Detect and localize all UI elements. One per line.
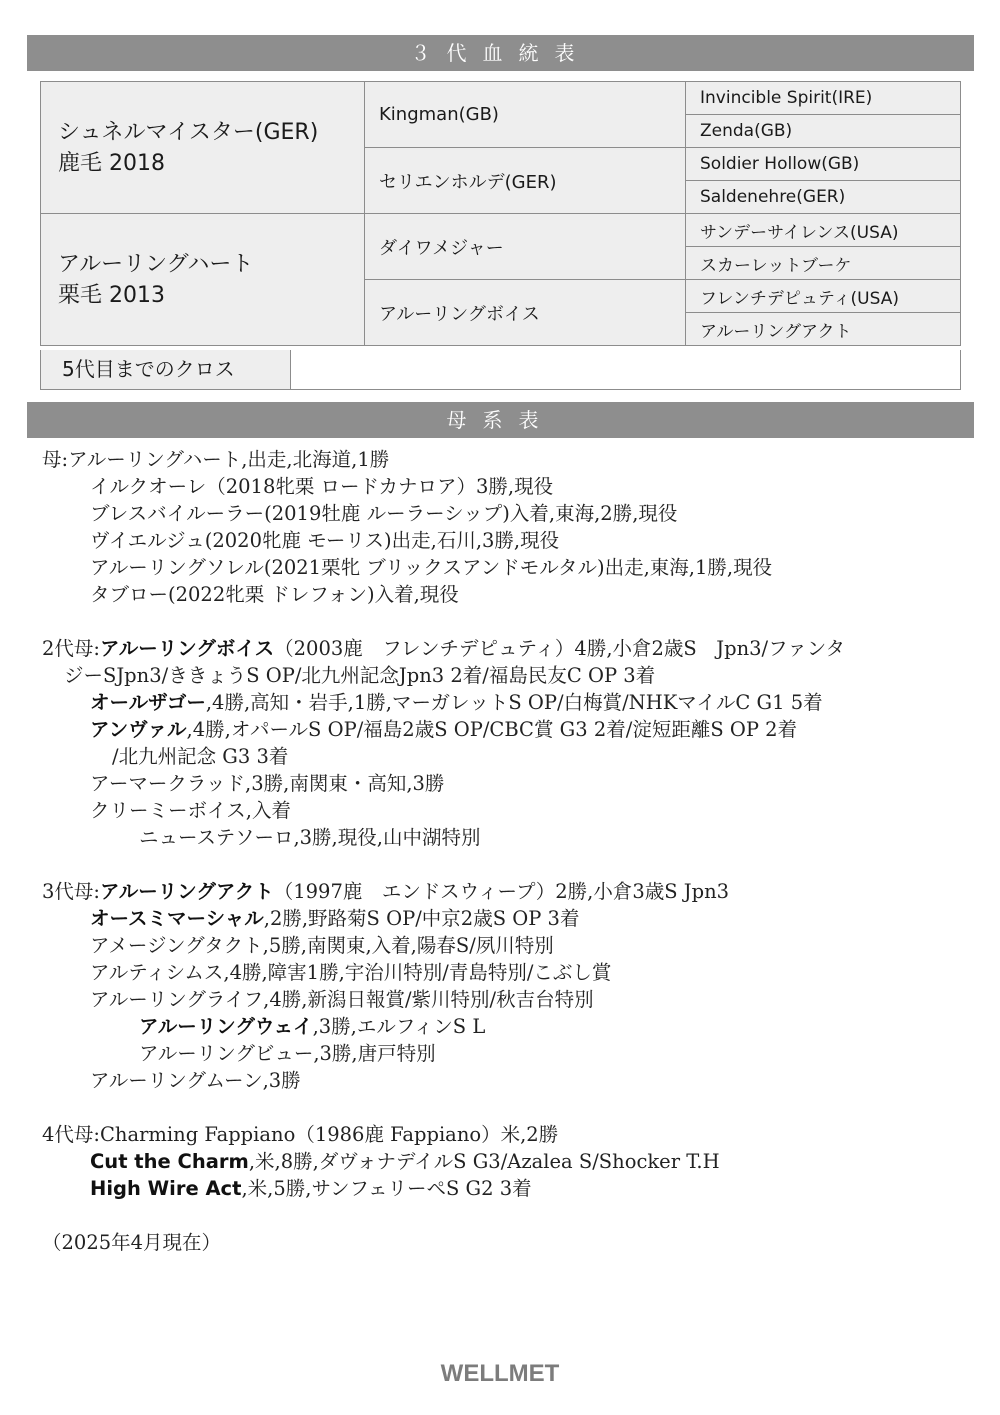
third-dam-offspring: アメージングタクト,5勝,南関東,入着,陽春S/夙川特別 — [90, 934, 554, 957]
fourth-dam-offspring — [42, 1175, 972, 1202]
sire-sire-cell: Kingman(GB) — [365, 82, 686, 148]
sire-name: シュネルマイスター(GER) — [58, 119, 319, 145]
dam-info: 栗毛 2013 — [58, 282, 165, 308]
offspring-name: オールザゴー — [90, 691, 206, 714]
sire-sire-sire-cell: Invincible Spirit(IRE) — [686, 82, 961, 115]
grand-offspring: ニューステソーロ,3勝,現役,山中湖特別 — [139, 826, 481, 849]
second-dam-record: （2003鹿 フレンチデピュティ）4勝,小倉2歳S Jpn3/ファンタ — [274, 637, 845, 660]
sire-dam-cell: セリエンホルデ(GER) — [365, 148, 686, 214]
sire-cell — [41, 82, 365, 214]
dam-cell — [41, 214, 365, 346]
dam-foal: ヴイエルジュ(2020牝鹿 モーリス)出走,石川,3勝,現役 — [90, 529, 560, 552]
dam-foal: タブロー(2022牝栗 ドレフォン)入着,現役 — [90, 583, 459, 606]
dam-foal: イルクオーレ（2018牝栗 ロードカナロア）3勝,現役 — [90, 475, 554, 498]
third-dam-record: （1997鹿 エンドスウィープ）2勝,小倉3歳S Jpn3 — [273, 880, 730, 903]
sire-dam-dam-cell: Saldenehre(GER) — [686, 181, 961, 214]
dam-sire-dam-cell: スカーレットブーケ — [686, 247, 961, 280]
dam-sire-sire-cell: サンデーサイレンス(USA) — [686, 214, 961, 247]
second-dam-name: アルーリングボイス — [99, 637, 275, 660]
second-dam-offspring — [42, 716, 972, 743]
offspring-name: Cut the Charm — [90, 1150, 249, 1173]
pedigree-table — [40, 81, 961, 346]
dam-line: 母:アルーリングハート,出走,北海道,1勝 — [42, 448, 390, 471]
wellmet-logo: WELLMET — [440, 1360, 560, 1387]
second-dam-offspring: クリーミーボイス,入着 — [90, 799, 292, 822]
offspring-record: ,4勝,オパールS OP/福島2歳S OP/CBC賞 G3 2着/淀短距離S OP 2着 — [186, 718, 798, 741]
pedigree-header: ３代血統表 — [27, 35, 974, 71]
fourth-dam-offspring — [42, 1148, 972, 1175]
grand-offspring — [42, 1013, 972, 1040]
second-dam-record-cont: ジーSJpn3/ききょうS OP/北九州記念Jpn3 2着/福島民友C OP 3着 — [64, 664, 656, 687]
offspring-record: ,米,5勝,サンフェリーペS G2 3着 — [241, 1177, 532, 1200]
second-dam-offspring — [42, 689, 972, 716]
dam-dam-cell: アルーリングボイス — [365, 280, 686, 346]
second-dam-offspring: アーマークラッド,3勝,南関東・高知,3勝 — [90, 772, 445, 795]
family-table — [42, 446, 972, 1256]
offspring-name: アンヴァル — [90, 718, 187, 741]
grand-offspring: アルーリングビュー,3勝,唐戸特別 — [139, 1042, 436, 1065]
third-dam-offspring: アルーリングムーン,3勝 — [90, 1069, 301, 1092]
dam-dam-dam-cell: アルーリングアクト — [686, 313, 961, 346]
cross-label: 5代目までのクロス — [41, 350, 291, 389]
cross-row — [40, 350, 961, 390]
offspring-name: High Wire Act — [90, 1177, 242, 1200]
fourth-dam-line: 4代母:Charming Fappiano（1986鹿 Fappiano）米,2勝 — [42, 1123, 559, 1146]
offspring-record-cont: /北九州記念 G3 3着 — [112, 745, 289, 768]
dam-foal: ブレスバイルーラー(2019牡鹿 ルーラーシップ)入着,東海,2勝,現役 — [90, 502, 678, 525]
sire-sire-dam-cell: Zenda(GB) — [686, 115, 961, 148]
third-dam-name: アルーリングアクト — [99, 880, 274, 903]
sire-info: 鹿毛 2018 — [58, 150, 165, 176]
offspring-name: オースミマーシャル — [90, 907, 264, 930]
dam-sire-cell: ダイワメジャー — [365, 214, 686, 280]
family-header: 母系表 — [27, 402, 974, 438]
third-dam-offspring: アルティシムス,4勝,障害1勝,宇治川特別/青島特別/こぶし賞 — [90, 961, 612, 984]
offspring-record: ,3勝,エルフィンS L — [312, 1015, 486, 1038]
second-dam-line — [42, 635, 972, 662]
offspring-name: アルーリングウェイ — [139, 1015, 313, 1038]
third-dam-offspring: アルーリングライフ,4勝,新潟日報賞/紫川特別/秋吉台特別 — [90, 988, 594, 1011]
offspring-record: ,米,8勝,ダヴォナデイルS G3/Azalea S/Shocker T.H — [248, 1150, 720, 1173]
third-dam-prefix: 3代母: — [42, 880, 100, 903]
dam-dam-sire-cell: フレンチデピュティ(USA) — [686, 280, 961, 313]
dam-foal: アルーリングソレル(2021栗牝 ブリックスアンドモルタル)出走,東海,1勝,現役 — [90, 556, 773, 579]
second-dam-prefix: 2代母: — [42, 637, 100, 660]
dam-name: アルーリングハート — [58, 251, 254, 277]
as-of-date: （2025年4月現在） — [42, 1231, 222, 1254]
offspring-record: ,4勝,高知・岩手,1勝,マーガレットS OP/白梅賞/NHKマイルC G1 5着 — [205, 691, 823, 714]
offspring-record: ,2勝,野路菊S OP/中京2歳S OP 3着 — [263, 907, 580, 930]
third-dam-line — [42, 878, 972, 905]
sire-dam-sire-cell: Soldier Hollow(GB) — [686, 148, 961, 181]
third-dam-offspring — [42, 905, 972, 932]
